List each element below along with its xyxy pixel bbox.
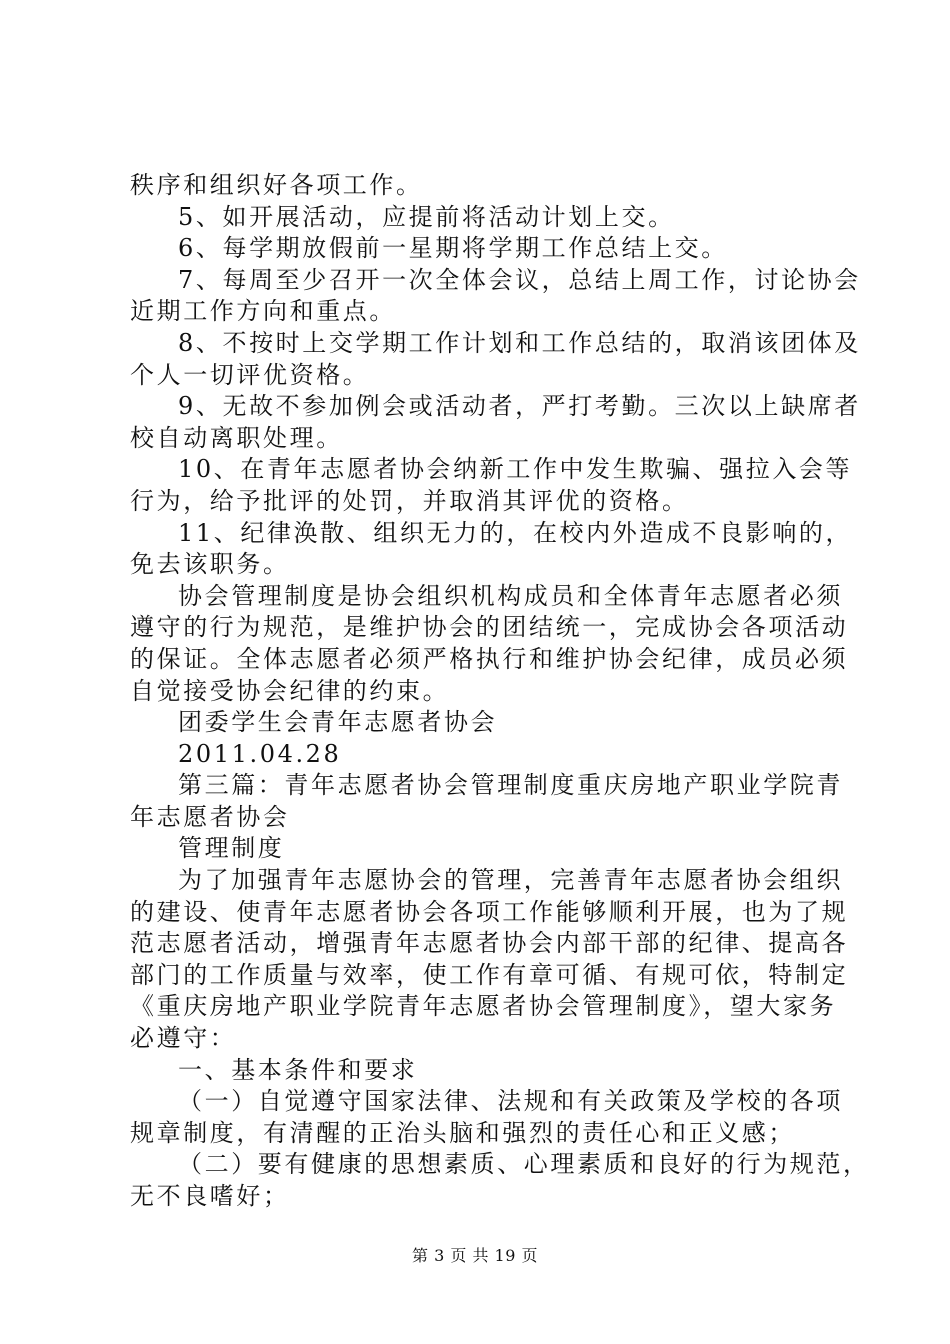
- text-line: （一）自觉遵守国家法律、法规和有关政策及学校的各项: [178, 1087, 843, 1116]
- text-line: 第三篇：青年志愿者协会管理制度重庆房地产职业学院青: [178, 771, 843, 800]
- document-body: [130, 170, 870, 1213]
- text-line: 9、无故不参加例会或活动者，严打考勤。三次以上缺席者: [178, 392, 861, 421]
- text-line: 11、纪律涣散、组织无力的，在校内外造成不良影响的，: [178, 518, 853, 547]
- text-line: 为了加强青年志愿协会的管理，完善青年志愿者协会组织: [178, 866, 843, 895]
- text-line: 遵守的行为规范，是维护协会的团结统一，完成协会各项活动: [130, 613, 849, 642]
- text-line: 5、如开展活动，应提前将活动计划上交。: [178, 202, 675, 231]
- text-line: 6、每学期放假前一星期将学期工作总结上交。: [178, 234, 728, 263]
- text-line: 《重庆房地产职业学院青年志愿者协会管理制度》，望大家务: [130, 992, 837, 1021]
- text-line: 管理制度: [178, 834, 285, 863]
- text-line: 8、不按时上交学期工作计划和工作总结的，取消该团体及: [178, 328, 861, 357]
- text-line: 无不良嗜好；: [130, 1182, 290, 1210]
- text-line: 校自动离职处理。: [130, 423, 343, 452]
- text-line: 10、在青年志愿者协会纳新工作中发生欺骗、强拉入会等: [178, 455, 853, 484]
- text-line: 部门的工作质量与效率，使工作有章可循、有规可依，特制定: [130, 960, 849, 989]
- text-line: 秩序和组织好各项工作。: [130, 171, 423, 199]
- text-line: 一、基本条件和要求: [178, 1055, 418, 1084]
- text-line: 7、每周至少召开一次全体会议，总结上周工作，讨论协会: [178, 265, 861, 294]
- text-line: 自觉接受协会纪律的约束。: [130, 676, 450, 705]
- page-footer: 第 3 页 共 19 页: [412, 1246, 538, 1265]
- text-line: 年志愿者协会: [130, 802, 290, 831]
- text-line: 范志愿者活动，增强青年志愿者协会内部干部的纪律、提高各: [130, 929, 849, 958]
- text-line: 个人一切评优资格。: [130, 360, 370, 389]
- text-line: 的保证。全体志愿者必须严格执行和维护协会纪律，成员必须: [130, 644, 849, 673]
- text-line: 规章制度，有清醒的正治头脑和强烈的责任心和正义感；: [130, 1118, 795, 1147]
- text-line: （二）要有健康的思想素质、心理素质和良好的行为规范，: [178, 1150, 870, 1179]
- text-line: 免去该职务。: [130, 550, 290, 579]
- text-line: 2011.04.28: [178, 739, 342, 768]
- text-line: 必遵守：: [130, 1024, 237, 1053]
- text-line: 近期工作方向和重点。: [130, 297, 396, 326]
- text-line: 行为，给予批评的处罚，并取消其评优的资格。: [130, 486, 689, 515]
- text-line: 的建设、使青年志愿者协会各项工作能够顺利开展，也为了规: [130, 897, 849, 926]
- text-line: 团委学生会青年志愿者协会: [178, 708, 498, 737]
- text-line: 协会管理制度是协会组织机构成员和全体青年志愿者必须: [178, 581, 843, 610]
